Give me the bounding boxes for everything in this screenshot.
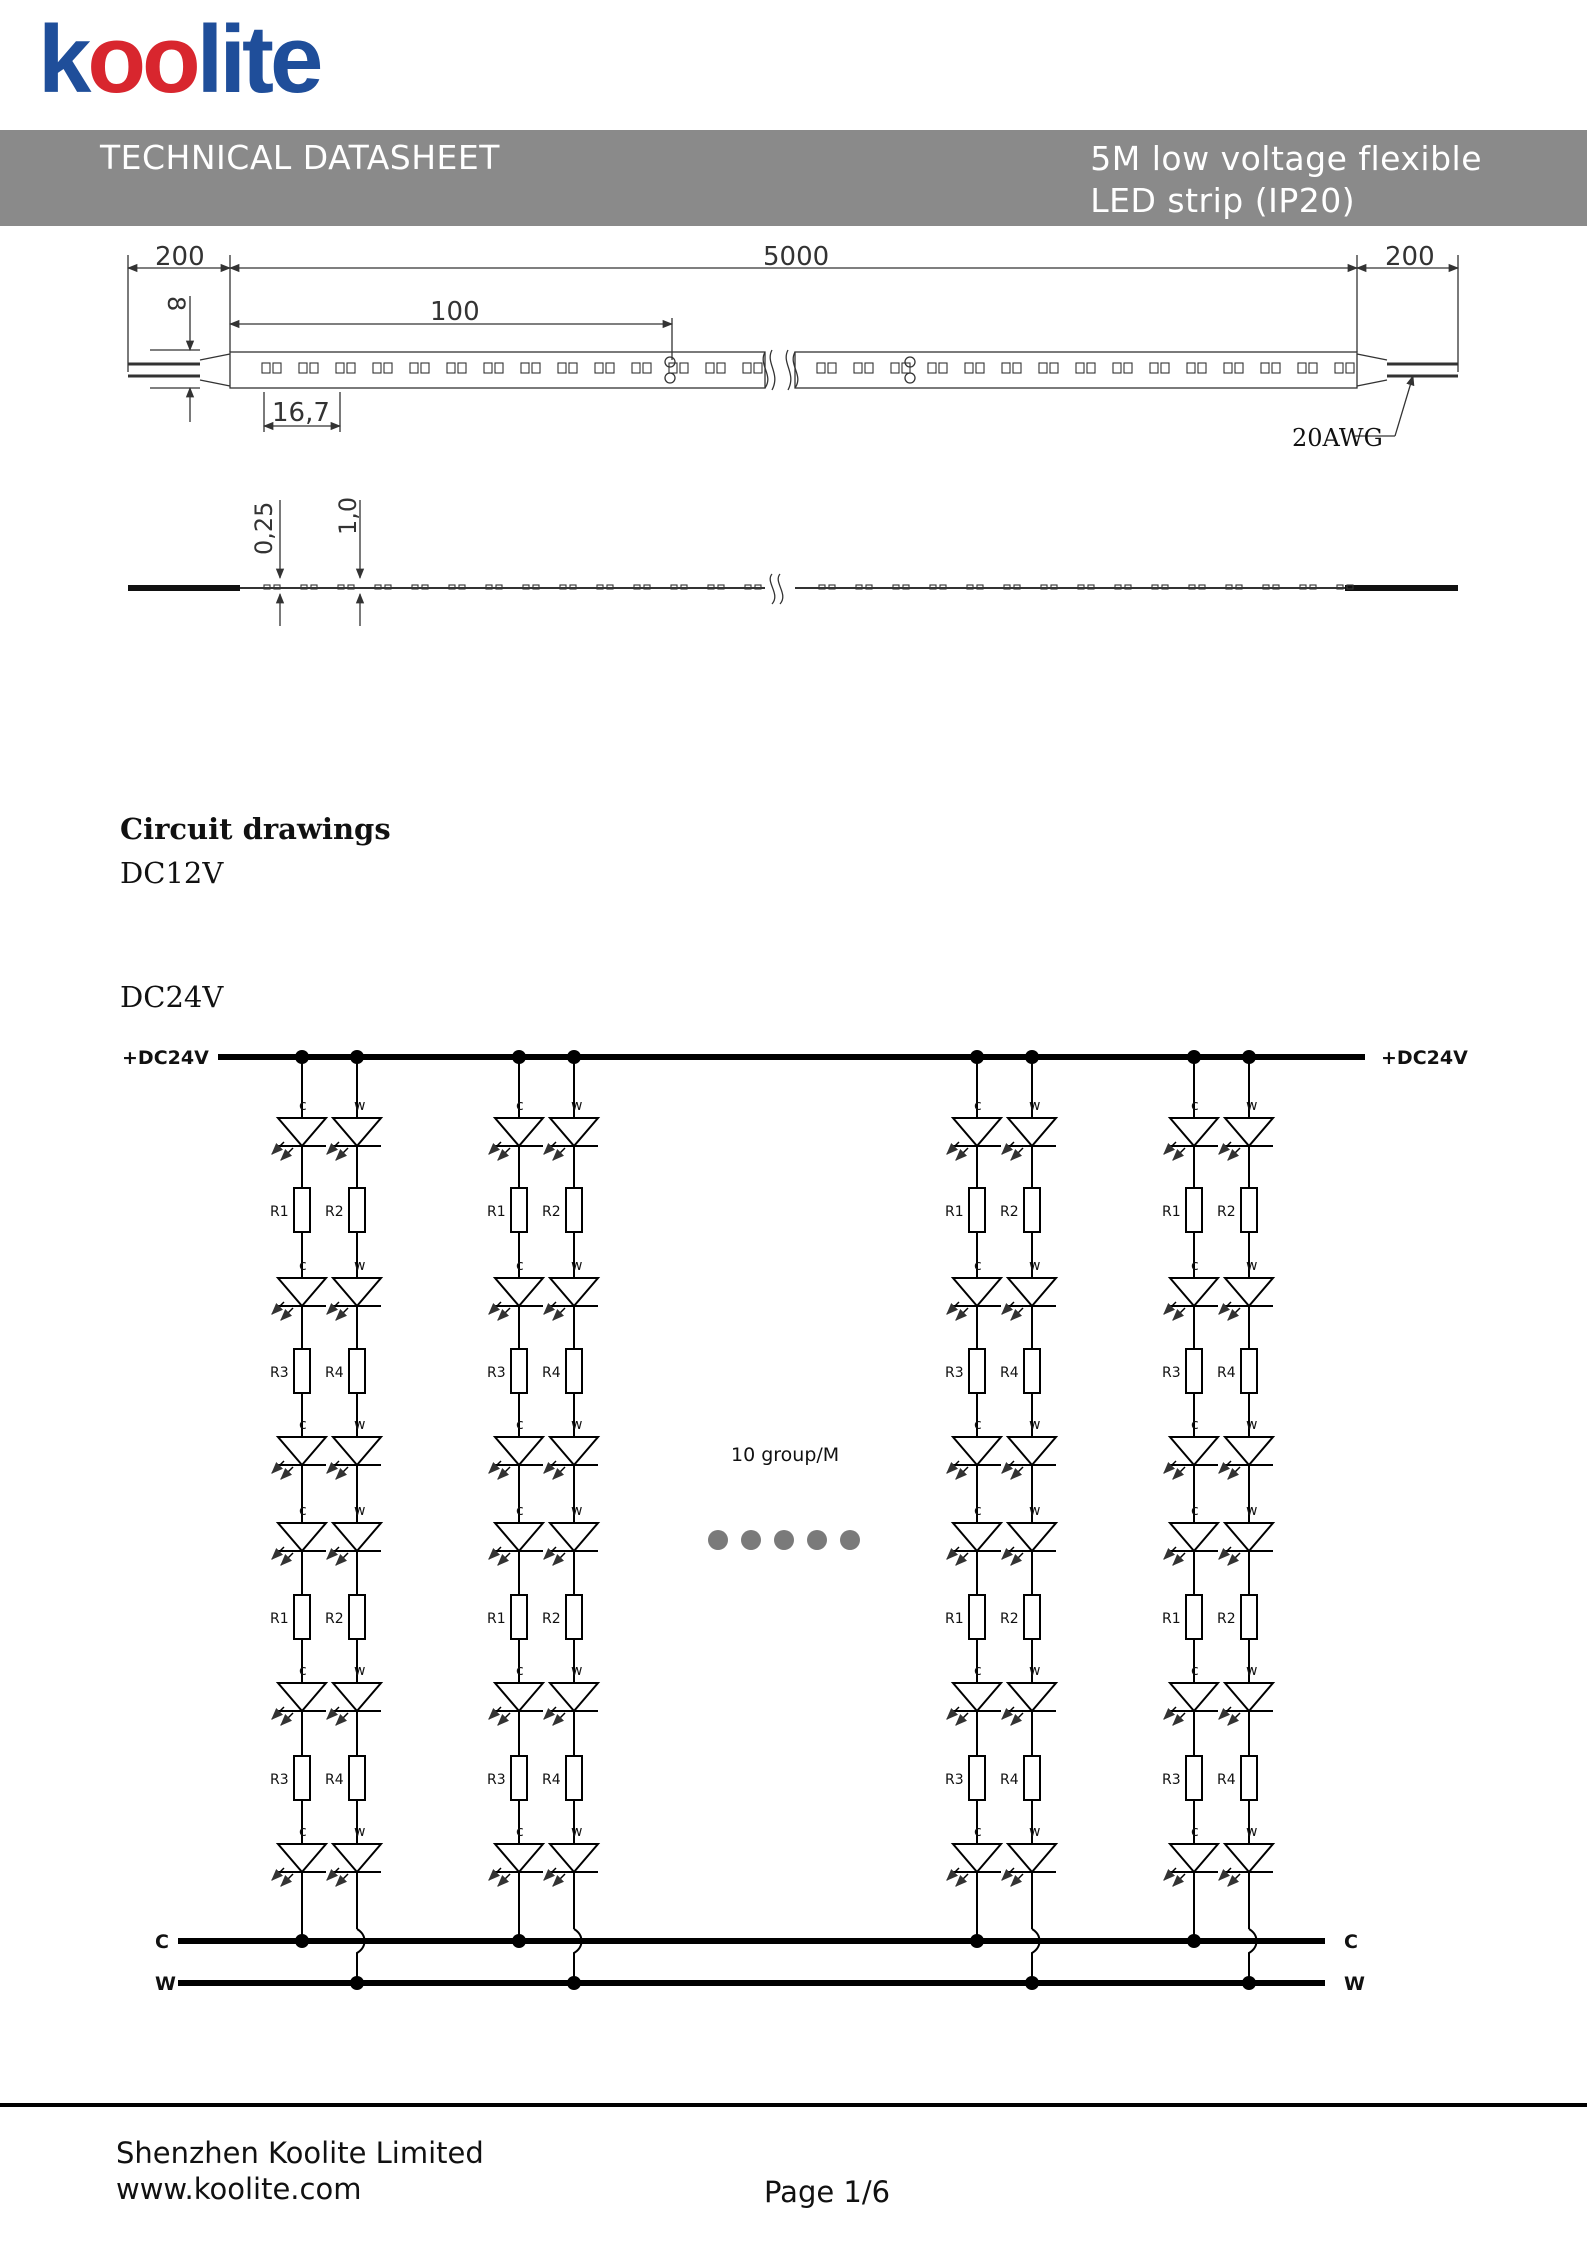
led-label: w xyxy=(571,1503,583,1519)
led-pad xyxy=(976,363,984,373)
led-diode xyxy=(278,1523,326,1551)
resistor-label: R1 xyxy=(945,1611,964,1627)
led-label: w xyxy=(1029,1098,1041,1114)
led-label: w xyxy=(1246,1258,1258,1274)
led-diode xyxy=(1170,1278,1218,1306)
section-dc12v: DC12V xyxy=(120,856,224,890)
led-label: c xyxy=(299,1663,307,1679)
led-diode xyxy=(953,1118,1001,1146)
resistor-label: R1 xyxy=(487,1204,506,1220)
resistor-label: R2 xyxy=(542,1204,561,1220)
led-label: w xyxy=(354,1503,366,1519)
led-label: c xyxy=(1191,1663,1199,1679)
resistor-label: R2 xyxy=(1217,1611,1236,1627)
led-diode xyxy=(1225,1683,1273,1711)
led-pad xyxy=(754,363,762,373)
led-pad xyxy=(1298,363,1306,373)
resistor-label: R1 xyxy=(1162,1204,1181,1220)
resistor-label: R4 xyxy=(1217,1365,1236,1381)
resistor-label: R3 xyxy=(487,1365,506,1381)
led-pad xyxy=(743,363,751,373)
led-pad xyxy=(669,363,677,373)
led-diode xyxy=(333,1683,381,1711)
footer-page-number: Page 1/6 xyxy=(764,2175,891,2209)
led-pad xyxy=(632,363,640,373)
led-label: w xyxy=(1246,1417,1258,1433)
led-pad xyxy=(928,363,936,373)
resistor xyxy=(294,1188,310,1232)
led-diode xyxy=(1008,1278,1056,1306)
resistor xyxy=(1186,1756,1202,1800)
led-label: c xyxy=(299,1098,307,1114)
resistor xyxy=(294,1756,310,1800)
led-label: w xyxy=(1246,1824,1258,1840)
resistor xyxy=(1241,1188,1257,1232)
led-diode xyxy=(1008,1523,1056,1551)
led-diode xyxy=(1008,1437,1056,1465)
led-label: w xyxy=(1029,1417,1041,1433)
resistor-label: R1 xyxy=(945,1204,964,1220)
led-pad xyxy=(1087,363,1095,373)
resistor-label: R3 xyxy=(487,1772,506,1788)
led-pad xyxy=(939,363,947,373)
led-pad xyxy=(1235,363,1243,373)
led-diode xyxy=(1225,1118,1273,1146)
resistor-label: R1 xyxy=(487,1611,506,1627)
resistor xyxy=(1241,1349,1257,1393)
led-diode xyxy=(333,1844,381,1872)
led-pad xyxy=(606,363,614,373)
led-pad xyxy=(336,363,344,373)
led-label: w xyxy=(354,1417,366,1433)
led-diode xyxy=(495,1278,543,1306)
led-label: c xyxy=(516,1663,524,1679)
led-diode xyxy=(278,1278,326,1306)
resistor xyxy=(349,1756,365,1800)
led-pad xyxy=(1346,363,1354,373)
header-product-line2: LED strip (IP20) xyxy=(1090,181,1356,220)
led-pad xyxy=(1124,363,1132,373)
dim-thickness-pcb: 0,25 xyxy=(250,501,278,555)
led-pad xyxy=(1002,363,1010,373)
led-pad xyxy=(447,363,455,373)
led-group xyxy=(487,1050,598,1990)
resistor xyxy=(1024,1349,1040,1393)
resistor-label: R2 xyxy=(1000,1204,1019,1220)
led-pad xyxy=(484,363,492,373)
resistor-label: R1 xyxy=(270,1204,289,1220)
footer-company: Shenzhen Koolite Limited xyxy=(116,2136,484,2170)
label-bus-c-right: C xyxy=(1344,1931,1358,1953)
resistor-label: R1 xyxy=(1162,1611,1181,1627)
resistor-label: R2 xyxy=(1217,1204,1236,1220)
led-label: c xyxy=(516,1824,524,1840)
led-pad xyxy=(373,363,381,373)
resistor-label: R3 xyxy=(270,1365,289,1381)
led-pad xyxy=(1198,363,1206,373)
dim-pitch: 16,7 xyxy=(272,398,330,428)
led-diode xyxy=(495,1523,543,1551)
led-pad xyxy=(1161,363,1169,373)
footer-rule xyxy=(0,2103,1587,2107)
resistor xyxy=(566,1188,582,1232)
led-diode xyxy=(953,1683,1001,1711)
led-diode xyxy=(333,1278,381,1306)
led-label: c xyxy=(516,1503,524,1519)
led-label: c xyxy=(1191,1824,1199,1840)
led-pad xyxy=(680,363,688,373)
footer-website[interactable]: www.koolite.com xyxy=(116,2172,362,2206)
resistor-label: R3 xyxy=(1162,1772,1181,1788)
led-pad xyxy=(1309,363,1317,373)
led-diode xyxy=(495,1844,543,1872)
led-pad xyxy=(299,363,307,373)
dim-top-right: 200 xyxy=(1385,242,1435,272)
led-diode xyxy=(1170,1437,1218,1465)
led-diode xyxy=(278,1437,326,1465)
resistor xyxy=(566,1756,582,1800)
led-pad xyxy=(1187,363,1195,373)
led-pad xyxy=(1039,363,1047,373)
section-dc24v: DC24V xyxy=(120,980,224,1014)
led-label: c xyxy=(299,1824,307,1840)
resistor xyxy=(1241,1756,1257,1800)
header-product-line1: 5M low voltage flexible xyxy=(1090,139,1482,178)
led-label: c xyxy=(974,1503,982,1519)
led-pad xyxy=(891,363,899,373)
dim-thickness-led: 1,0 xyxy=(334,496,362,535)
led-diode xyxy=(1170,1118,1218,1146)
led-label: w xyxy=(1246,1663,1258,1679)
led-label: w xyxy=(1246,1503,1258,1519)
resistor xyxy=(511,1756,527,1800)
led-pad xyxy=(1150,363,1158,373)
label-bus-w-right: W xyxy=(1344,1973,1365,1995)
led-diode xyxy=(333,1437,381,1465)
led-pad xyxy=(532,363,540,373)
resistor xyxy=(1186,1188,1202,1232)
led-diode xyxy=(1225,1523,1273,1551)
led-diode xyxy=(550,1437,598,1465)
resistor-label: R1 xyxy=(270,1611,289,1627)
led-pad xyxy=(706,363,714,373)
resistor xyxy=(349,1595,365,1639)
resistor xyxy=(294,1349,310,1393)
led-label: c xyxy=(299,1417,307,1433)
led-diode xyxy=(278,1683,326,1711)
led-pad xyxy=(828,363,836,373)
led-pad xyxy=(262,363,270,373)
resistor-label: R2 xyxy=(325,1204,344,1220)
led-pad xyxy=(310,363,318,373)
led-group xyxy=(1162,1050,1273,1990)
led-label: w xyxy=(571,1824,583,1840)
led-label: w xyxy=(1246,1098,1258,1114)
resistor-label: R4 xyxy=(542,1365,561,1381)
led-diode xyxy=(1170,1523,1218,1551)
led-pad xyxy=(410,363,418,373)
led-label: w xyxy=(571,1258,583,1274)
led-pad xyxy=(1224,363,1232,373)
led-pad xyxy=(384,363,392,373)
resistor-label: R4 xyxy=(542,1772,561,1788)
led-label: w xyxy=(1029,1663,1041,1679)
led-diode xyxy=(495,1683,543,1711)
led-label: c xyxy=(974,1824,982,1840)
led-diode xyxy=(333,1523,381,1551)
label-bus-c-left: C xyxy=(155,1931,169,1953)
resistor-label: R4 xyxy=(325,1772,344,1788)
led-pad xyxy=(865,363,873,373)
svg-text:koolite: koolite xyxy=(38,8,320,104)
resistor-label: R4 xyxy=(1217,1772,1236,1788)
led-pad xyxy=(643,363,651,373)
led-diode xyxy=(953,1523,1001,1551)
led-pad xyxy=(1076,363,1084,373)
led-pad xyxy=(521,363,529,373)
strip-top-view xyxy=(128,350,1458,390)
resistor-label: R2 xyxy=(542,1611,561,1627)
led-diode xyxy=(953,1844,1001,1872)
led-label: w xyxy=(1029,1503,1041,1519)
led-label: c xyxy=(974,1663,982,1679)
resistor xyxy=(969,1595,985,1639)
led-label: w xyxy=(1029,1258,1041,1274)
strip-side-view xyxy=(128,500,1458,626)
led-label: w xyxy=(571,1098,583,1114)
circuit-diagram xyxy=(178,1050,1365,1990)
led-pad xyxy=(1113,363,1121,373)
led-label: w xyxy=(354,1824,366,1840)
resistor xyxy=(511,1595,527,1639)
led-diode xyxy=(550,1683,598,1711)
label-supply-left: +DC24V xyxy=(122,1047,209,1069)
label-group-count: 10 group/M xyxy=(731,1444,840,1466)
led-pad xyxy=(965,363,973,373)
led-diode xyxy=(1170,1844,1218,1872)
led-diode xyxy=(333,1118,381,1146)
resistor xyxy=(1024,1188,1040,1232)
led-label: c xyxy=(1191,1503,1199,1519)
led-pad xyxy=(595,363,603,373)
resistor xyxy=(969,1349,985,1393)
resistor-label: R2 xyxy=(1000,1611,1019,1627)
led-diode xyxy=(495,1118,543,1146)
led-diode xyxy=(953,1278,1001,1306)
led-diode xyxy=(1008,1118,1056,1146)
led-pad xyxy=(1013,363,1021,373)
resistor xyxy=(1186,1349,1202,1393)
resistor xyxy=(349,1188,365,1232)
resistor xyxy=(1024,1595,1040,1639)
led-label: c xyxy=(1191,1417,1199,1433)
led-pad xyxy=(273,363,281,373)
led-pad xyxy=(495,363,503,373)
header-title: TECHNICAL DATASHEET xyxy=(100,138,500,177)
led-pad xyxy=(854,363,862,373)
resistor-label: R3 xyxy=(1162,1365,1181,1381)
led-label: w xyxy=(354,1663,366,1679)
led-label: w xyxy=(354,1258,366,1274)
strip-led-pads xyxy=(262,363,1354,373)
led-diode xyxy=(953,1437,1001,1465)
led-pad xyxy=(569,363,577,373)
resistor xyxy=(969,1188,985,1232)
resistor xyxy=(566,1349,582,1393)
led-diode xyxy=(550,1844,598,1872)
led-diode xyxy=(1170,1683,1218,1711)
resistor-label: R4 xyxy=(325,1365,344,1381)
led-pad xyxy=(1272,363,1280,373)
led-label: c xyxy=(1191,1098,1199,1114)
led-diode xyxy=(550,1118,598,1146)
led-pad xyxy=(1261,363,1269,373)
led-label: w xyxy=(571,1663,583,1679)
continuation-dots xyxy=(708,1530,860,1550)
led-pad xyxy=(1050,363,1058,373)
dim-top-left: 200 xyxy=(155,242,205,272)
led-label: c xyxy=(516,1417,524,1433)
led-diode xyxy=(1225,1844,1273,1872)
led-diode xyxy=(278,1844,326,1872)
resistor-label: R3 xyxy=(270,1772,289,1788)
resistor-label: R2 xyxy=(325,1611,344,1627)
led-diode xyxy=(1008,1683,1056,1711)
resistor xyxy=(294,1595,310,1639)
resistor xyxy=(1186,1595,1202,1639)
led-pad xyxy=(1335,363,1343,373)
resistor xyxy=(566,1595,582,1639)
led-diode xyxy=(550,1523,598,1551)
led-label: c xyxy=(974,1417,982,1433)
resistor xyxy=(511,1349,527,1393)
led-diode xyxy=(1225,1437,1273,1465)
resistor-label: R4 xyxy=(1000,1772,1019,1788)
led-pad xyxy=(347,363,355,373)
resistor xyxy=(511,1188,527,1232)
led-label: c xyxy=(974,1258,982,1274)
led-diode xyxy=(550,1278,598,1306)
led-label: c xyxy=(1191,1258,1199,1274)
led-label: w xyxy=(354,1098,366,1114)
resistor-label: R3 xyxy=(945,1365,964,1381)
led-label: c xyxy=(516,1098,524,1114)
led-label: c xyxy=(299,1258,307,1274)
dim-cut-unit: 100 xyxy=(430,297,480,327)
led-diode xyxy=(495,1437,543,1465)
resistor-label: R3 xyxy=(945,1772,964,1788)
led-diode xyxy=(278,1118,326,1146)
led-label: w xyxy=(571,1417,583,1433)
led-diode xyxy=(1225,1278,1273,1306)
resistor-label: R4 xyxy=(1000,1365,1019,1381)
resistor xyxy=(969,1756,985,1800)
led-pad xyxy=(817,363,825,373)
led-diode xyxy=(1008,1844,1056,1872)
led-label: c xyxy=(516,1258,524,1274)
resistor xyxy=(1024,1756,1040,1800)
led-label: w xyxy=(1029,1824,1041,1840)
dim-wire-gauge: 20AWG xyxy=(1292,424,1383,452)
led-label: c xyxy=(974,1098,982,1114)
led-pad xyxy=(717,363,725,373)
led-pad xyxy=(458,363,466,373)
led-label: c xyxy=(299,1503,307,1519)
led-group xyxy=(945,1050,1056,1990)
resistor xyxy=(349,1349,365,1393)
dim-total-length: 5000 xyxy=(763,242,830,272)
dim-width: 8 xyxy=(162,296,190,312)
section-title: Circuit drawings xyxy=(120,812,391,846)
led-pad xyxy=(421,363,429,373)
label-supply-right: +DC24V xyxy=(1381,1047,1468,1069)
led-group xyxy=(270,1050,381,1990)
resistor xyxy=(1241,1595,1257,1639)
label-bus-w-left: W xyxy=(155,1973,176,1995)
led-pad xyxy=(558,363,566,373)
